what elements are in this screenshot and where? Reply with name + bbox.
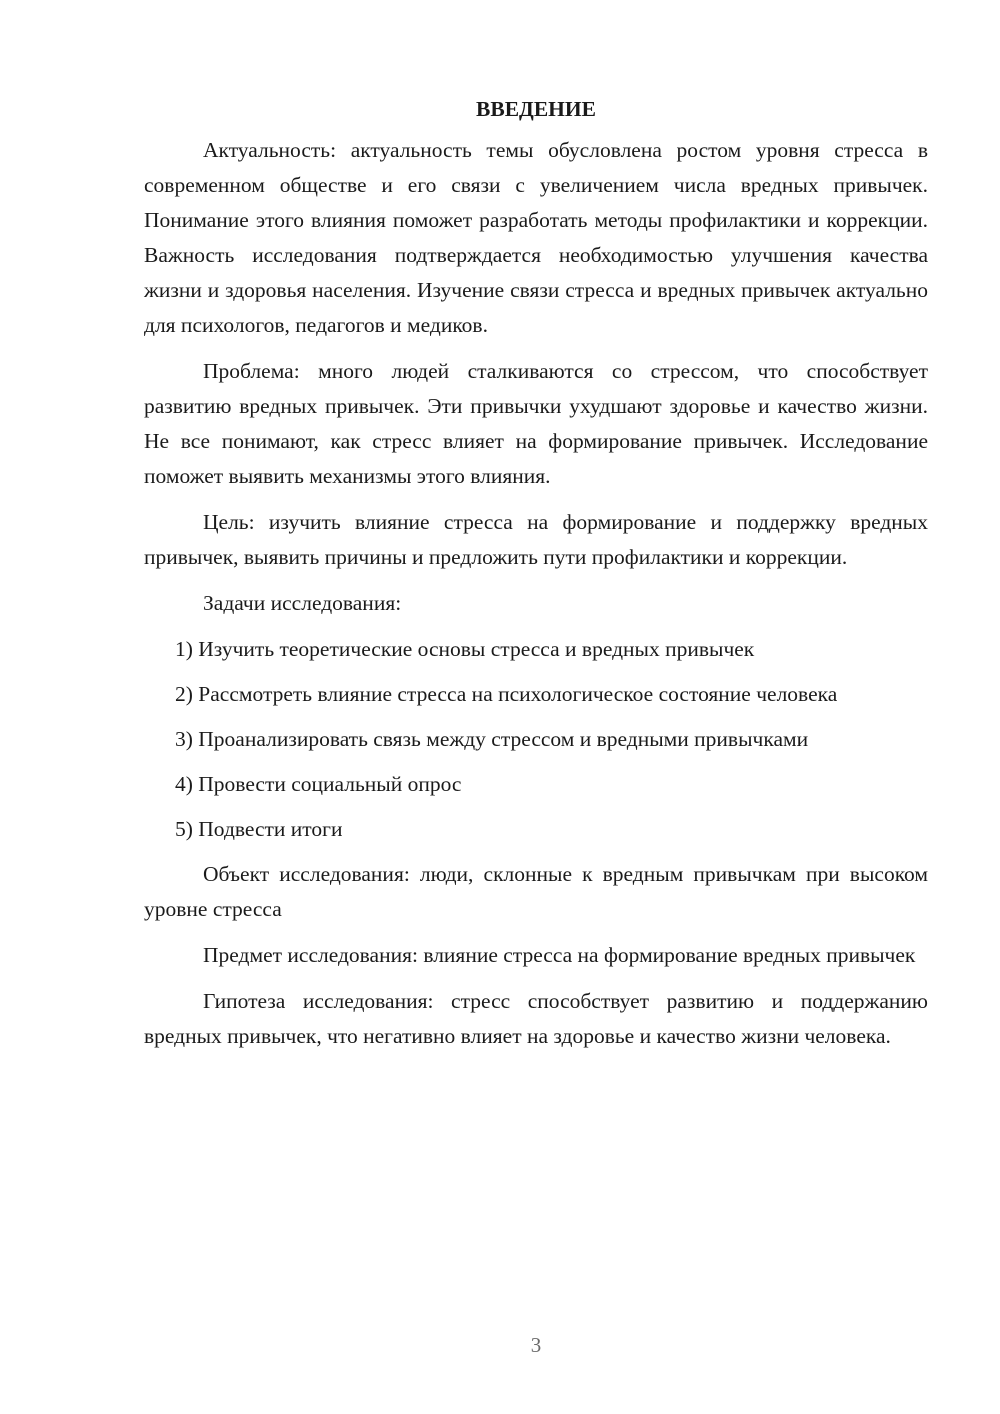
paragraph-relevance: Актуальность: актуальность темы обусловлена ростом уровня стресса в современном обществе и его связи с увеличением числа вредных привычек. Понимание этого влияния поможет разработать методы профилактики и коррекции. Важность исследования подтверждается необходимостью улучшения качества жизни и здоровья населения. Изучение связи стресса и вредных привычек актуально для психологов, педагогов и медиков. <box>144 138 928 337</box>
list-item: 1) Изучить теоретические основы стресса и вредных привычек <box>175 637 755 661</box>
list-item: 5) Подвести итоги <box>175 817 343 841</box>
document-title: ВВЕДЕНИЕ <box>476 97 596 121</box>
tasks-heading: Задачи исследования: <box>203 591 402 615</box>
paragraph-object: Объект исследования: люди, склонные к вредным привычкам при высоком уровне стресса <box>144 862 928 921</box>
list-item: 2) Рассмотреть влияние стресса на психологическое состояние человека <box>175 682 838 706</box>
paragraph-hypothesis: Гипотеза исследования: стресс способствует развитию и поддержанию вредных привычек, что негативно влияет на здоровье и качество жизни человека. <box>144 989 928 1048</box>
paragraph-subject: Предмет исследования: влияние стресса на формирование вредных привычек <box>203 943 916 967</box>
paragraph-goal: Цель: изучить влияние стресса на формирование и поддержку вредных привычек, выявить причины и предложить пути профилактики и коррекции. <box>144 510 928 569</box>
paragraph-problem: Проблема: много людей сталкиваются со стрессом, что способствует развитию вредных привычек. Эти привычки ухудшают здоровье и качество жизни. Не все понимают, как стресс влияет на формирование привычек. Исследование поможет выявить механизмы этого влияния. <box>144 359 928 488</box>
list-item: 3) Проанализировать связь между стрессом и вредными привычками <box>175 727 809 751</box>
page-number: 3 <box>530 1333 542 1357</box>
document-page <box>144 92 928 1065</box>
list-item: 4) Провести социальный опрос <box>175 772 462 796</box>
tasks-list <box>144 632 928 847</box>
